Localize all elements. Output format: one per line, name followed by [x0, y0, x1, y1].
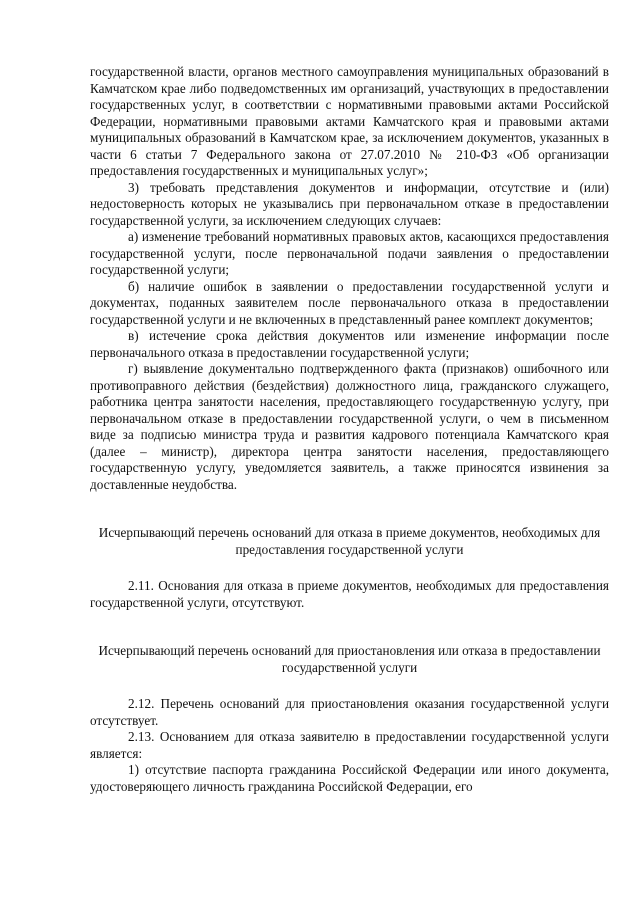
- paragraph-continuation: государственной власти, органов местного самоуправления муниципальных образований в Камчатском крае либо подведомственных им организаций, участвующих в предоставлении государственных услуг, в соответствии с нормативными правовыми актами Российской Федерации, нормативными правовыми актами Камчатского края и правовыми актами муниципальных образований в Камчатском крае, за исключением документов, указанных в части 6 статьи 7 Федерального закона от 27.07.2010 № 210-ФЗ «Об организации предоставления государственных и муниципальных услуг»;: [90, 64, 609, 178]
- paragraph-item-a: а) изменение требований нормативных правовых актов, касающихся предоставления государственной услуги, после первоначальной подачи заявления о предоставлении государственной услуги;: [90, 229, 609, 277]
- section-heading-refusal-documents: Исчерпывающий перечень оснований для отказа в приеме документов, необходимых для предоставления государственной услуги: [98, 525, 601, 557]
- paragraph-2-13: 2.13. Основанием для отказа заявителю в предоставлении государственной услуги является:: [90, 729, 609, 761]
- section-heading-refusal-service: Исчерпывающий перечень оснований для приостановления или отказа в предоставлении государственной услуги: [98, 643, 601, 675]
- paragraph-item-g: г) выявление документально подтвержденного факта (признаков) ошибочного или противоправного действия (бездействия) должностного лица, гражданского служащего, работника центра занятости населения, предоставляющего государственную услугу, при первоначальном отказе в предоставлении государственной услуги, о чем в письменном виде за подписью министра труда и развития кадрового потенциала Камчатского края (далее – министр), директора центра занятости населения, предоставляющего государственную услугу, уведомляется заявитель, а также приносятся извинения за доставленные неудобства.: [90, 361, 609, 492]
- paragraph-item-v: в) истечение срока действия документов или изменение информации после первоначального отказа в предоставлении государственной услуги;: [90, 328, 609, 360]
- paragraph-item-3: 3) требовать представления документов и информации, отсутствие и (или) недостоверность которых не указывались при первоначальном отказе в предоставлении государственной услуги, за исключением следующих случаев:: [90, 179, 609, 228]
- paragraph-2-11: 2.11. Основания для отказа в приеме документов, необходимых для предоставления государственной услуги, отсутствуют.: [90, 578, 609, 610]
- paragraph-2-13-item-1: 1) отсутствие паспорта гражданина Российской Федерации или иного документа, удостоверяющего личность гражданина Российской Федерации, его: [90, 762, 609, 794]
- document-page: [90, 64, 609, 795]
- paragraph-item-b: б) наличие ошибок в заявлении о предоставлении государственной услуги и документах, поданных заявителем после первоначального отказа в предоставлении государственной услуги и не включенных в представленный ранее комплект документов;: [90, 278, 609, 327]
- paragraph-2-12: 2.12. Перечень оснований для приостановления оказания государственной услуги отсутствует.: [90, 696, 609, 728]
